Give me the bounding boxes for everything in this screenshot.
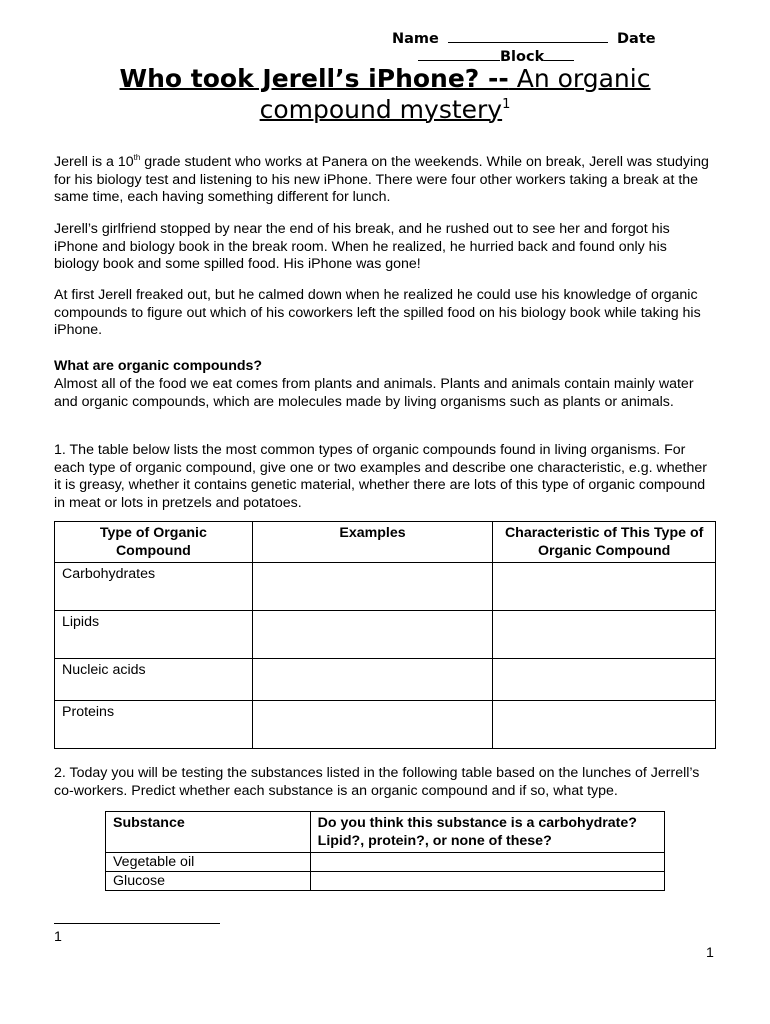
table-header-row	[106, 812, 665, 853]
question-1: 1. The table below lists the most common types of organic compounds found in living organisms. For each type of organic compound, give one or two examples and describe one characteristic, e.g. whether it is greasy, whether it contains genetic material, whether there are lots of this type of organic compound in meat or lots in pretzels and potatoes.	[54, 442, 707, 511]
name-date-line	[392, 28, 656, 47]
date-label: Date	[617, 31, 656, 47]
header-prediction-line1: Do you think this substance is a carbohydrate?	[317, 815, 637, 831]
substance-vegetable-oil: Vegetable oil	[106, 853, 311, 872]
examples-cell[interactable]	[252, 563, 493, 611]
block-label: Block	[500, 49, 545, 65]
characteristic-cell[interactable]	[493, 611, 716, 659]
story-paragraph-3: At first Jerell freaked out, but he calmed down when he realized he could use his knowledge of organic compounds to figure out which of his coworkers left the spilled food on his biology book while taking his iPhone.	[54, 287, 701, 338]
examples-cell[interactable]	[252, 659, 493, 701]
table-row	[55, 563, 716, 611]
header-substance: Substance	[106, 812, 311, 853]
title-rest-part: An organic	[508, 64, 651, 93]
substance-glucose: Glucose	[106, 872, 311, 891]
prediction-cell[interactable]	[310, 853, 664, 872]
footnote-number: 1	[54, 929, 62, 945]
title-bold-part: Who took Jerell’s iPhone? --	[119, 64, 509, 93]
row-label-proteins: Proteins	[55, 701, 253, 749]
page-title-line2	[60, 95, 710, 124]
header-prediction	[310, 812, 664, 853]
table-row	[55, 701, 716, 749]
table-row	[106, 872, 665, 891]
header-prediction-line2: Lipid?, protein?, or none of these?	[317, 833, 552, 849]
question-2: 2. Today you will be testing the substances listed in the following table based on the lunches of Jerrell’s co-workers. Predict whether each substance is an organic compound and if so, what type.	[54, 765, 700, 799]
date-blank[interactable]	[418, 46, 500, 61]
characteristic-cell[interactable]	[493, 563, 716, 611]
substance-prediction-table	[105, 811, 665, 891]
header-characteristic: Characteristic of This Type of Organic Compound	[493, 522, 716, 563]
organic-compound-table	[54, 521, 716, 749]
characteristic-cell[interactable]	[493, 659, 716, 701]
row-label-nucleic-acids: Nucleic acids	[55, 659, 253, 701]
table-row	[55, 659, 716, 701]
section-body: Almost all of the food we eat comes from plants and animals. Plants and animals contain mainly water and organic compounds, which are molecules made by living organisms such as plants or animals.	[54, 376, 694, 410]
examples-cell[interactable]	[252, 611, 493, 659]
story-p1-start: Jerell is a 10	[54, 154, 134, 170]
page-title	[60, 64, 710, 93]
row-label-lipids: Lipids	[55, 611, 253, 659]
story-paragraph-2: Jerell’s girlfriend stopped by near the end of his break, and he rushed out to see her and forgot his iPhone and biology book in the break room. When he realized, he hurried back and found only his biology book and some spilled food. His iPhone was gone!	[54, 221, 670, 272]
name-blank[interactable]	[448, 28, 608, 43]
table-row	[55, 611, 716, 659]
title-line2: compound mystery	[259, 95, 503, 124]
story-paragraph-1	[54, 154, 714, 207]
block-blank[interactable]	[544, 46, 574, 61]
name-label: Name	[392, 31, 439, 47]
examples-cell[interactable]	[252, 701, 493, 749]
page-number: 1	[706, 945, 714, 961]
table-row	[106, 853, 665, 872]
characteristic-cell[interactable]	[493, 701, 716, 749]
row-label-carbohydrates: Carbohydrates	[55, 563, 253, 611]
footnote-separator	[54, 923, 220, 924]
ordinal-superscript: th	[133, 153, 141, 162]
header-examples: Examples	[252, 522, 493, 563]
story-p1-rest: grade student who works at Panera on the weekends. While on break, Jerell was studying for his biology test and listening to his new iPhone. There were four other workers taking a break at the same time, each having something different for lunch.	[54, 154, 709, 205]
title-footnote-ref: 1	[502, 97, 511, 112]
table-header-row	[55, 522, 716, 563]
prediction-cell[interactable]	[310, 872, 664, 891]
block-line	[418, 46, 574, 65]
header-type: Type of Organic Compound	[55, 522, 253, 563]
section-heading: What are organic compounds?	[54, 358, 263, 374]
